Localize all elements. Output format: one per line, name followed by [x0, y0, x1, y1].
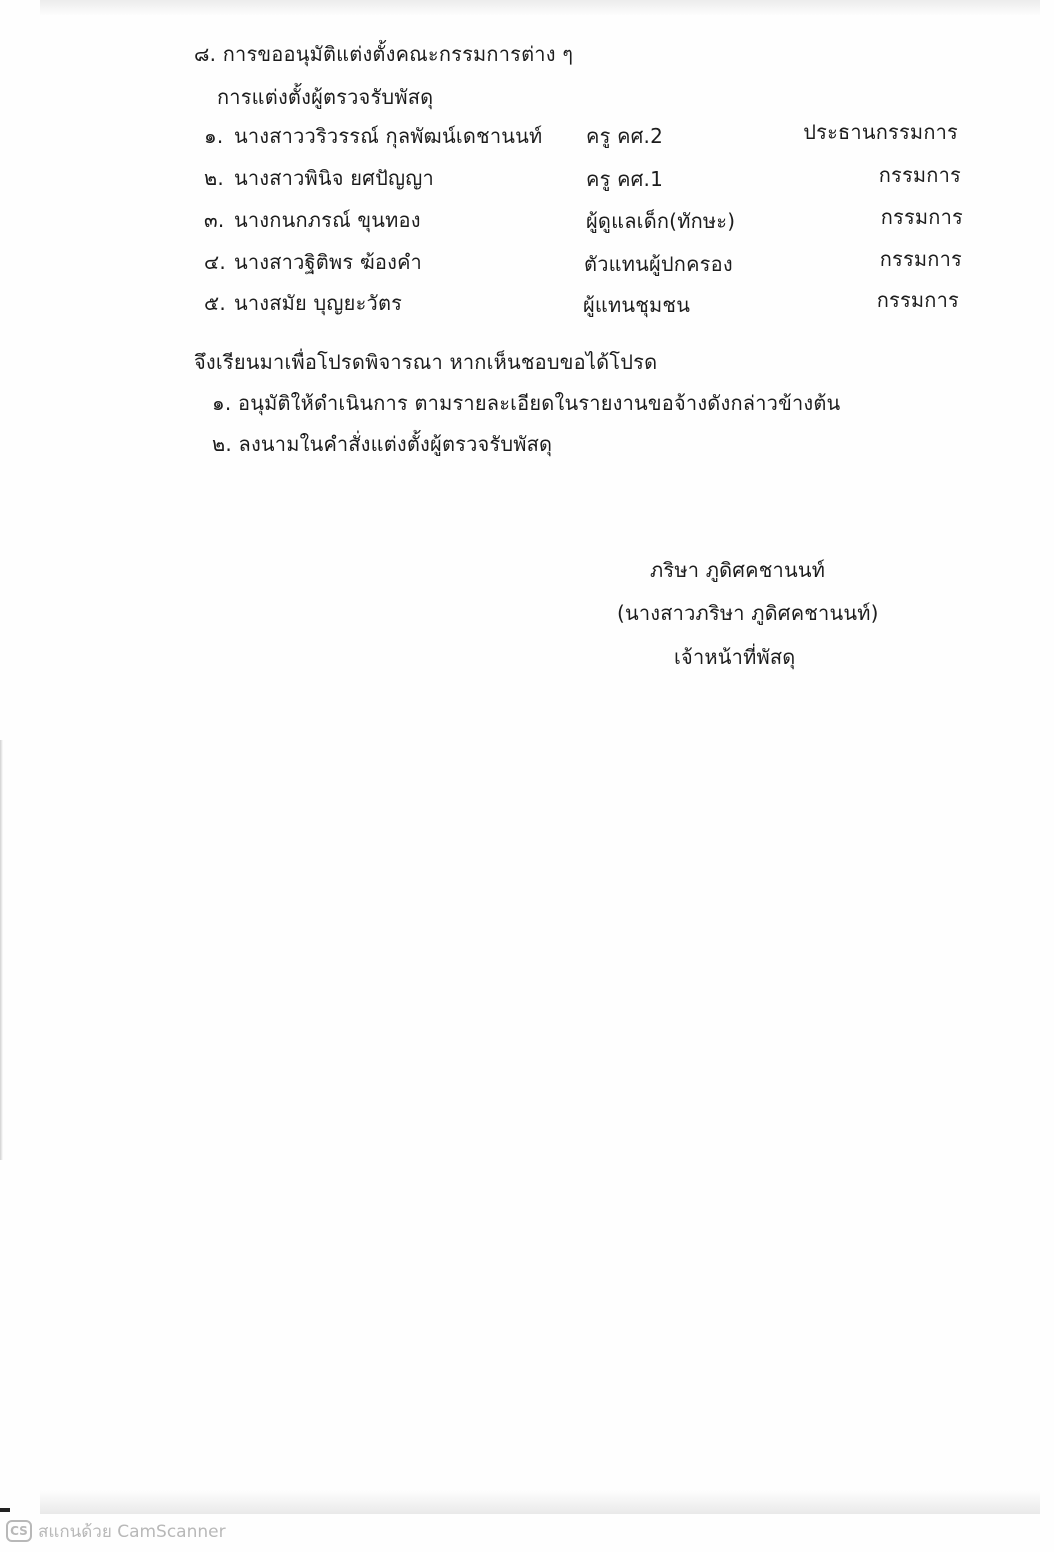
- committee-role: กรรมการ: [878, 163, 961, 187]
- watermark-text: สแกนด้วย CamScanner: [38, 1521, 226, 1542]
- section-heading: ๘. การขออนุมัติแต่งตั้งคณะกรรมการต่าง ๆ: [194, 42, 574, 66]
- camscanner-logo-icon: CS: [6, 1520, 32, 1542]
- left-edge-mark: [0, 740, 3, 1160]
- committee-position: ครู คศ.2: [586, 124, 664, 148]
- committee-name: นางสาวฐิติพร ฆ้องคำ: [234, 250, 422, 274]
- committee-number: ๓.: [204, 208, 225, 232]
- committee-name: นางสาวพินิจ ยศปัญญา: [234, 166, 434, 190]
- request-item: ๑. อนุมัติให้ดำเนินการ ตามรายละเอียดในรายงานขอจ้างดังกล่าวข้างต้น: [212, 391, 841, 415]
- committee-name: นางสาววริวรรณ์ กุลพัฒน์เดชานนท์: [234, 124, 543, 148]
- request-intro: จึงเรียนมาเพื่อโปรดพิจารณา หากเห็นชอบขอได้โปรด: [194, 350, 658, 374]
- committee-role: ประธานกรรมการ: [803, 120, 958, 144]
- signer-title: เจ้าหน้าที่พัสดุ: [674, 645, 796, 669]
- scan-top-shadow: [40, 0, 1040, 16]
- committee-name: นางกนกภรณ์ ขุนทอง: [234, 208, 421, 232]
- committee-position: ตัวแทนผู้ปกครอง: [584, 252, 733, 276]
- signature-name: ภริษา ภูดิศคชานนท์: [650, 558, 826, 582]
- committee-role: กรรมการ: [876, 288, 959, 312]
- committee-number: ๑.: [204, 124, 224, 148]
- camscanner-watermark: [6, 1518, 226, 1544]
- committee-number: ๒.: [204, 166, 224, 190]
- request-item: ๒. ลงนามในคำสั่งแต่งตั้งผู้ตรวจรับพัสดุ: [212, 432, 553, 456]
- subheading: การแต่งตั้งผู้ตรวจรับพัสดุ: [217, 85, 434, 109]
- committee-position: ผู้แทนชุมชน: [583, 293, 691, 317]
- committee-position: ครู คศ.1: [586, 167, 664, 191]
- committee-role: กรรมการ: [879, 247, 962, 271]
- committee-position: ผู้ดูแลเด็ก(ทักษะ): [586, 209, 736, 233]
- corner-mark: [0, 1508, 10, 1512]
- committee-name: นางสมัย บุญยะวัตร: [234, 291, 403, 315]
- printed-name: (นางสาวภริษา ภูดิศคชานนท์): [617, 601, 879, 625]
- committee-role: กรรมการ: [880, 205, 963, 229]
- scan-bottom-shadow: [40, 1490, 1040, 1514]
- committee-number: ๔.: [204, 250, 226, 274]
- committee-number: ๕.: [204, 291, 226, 315]
